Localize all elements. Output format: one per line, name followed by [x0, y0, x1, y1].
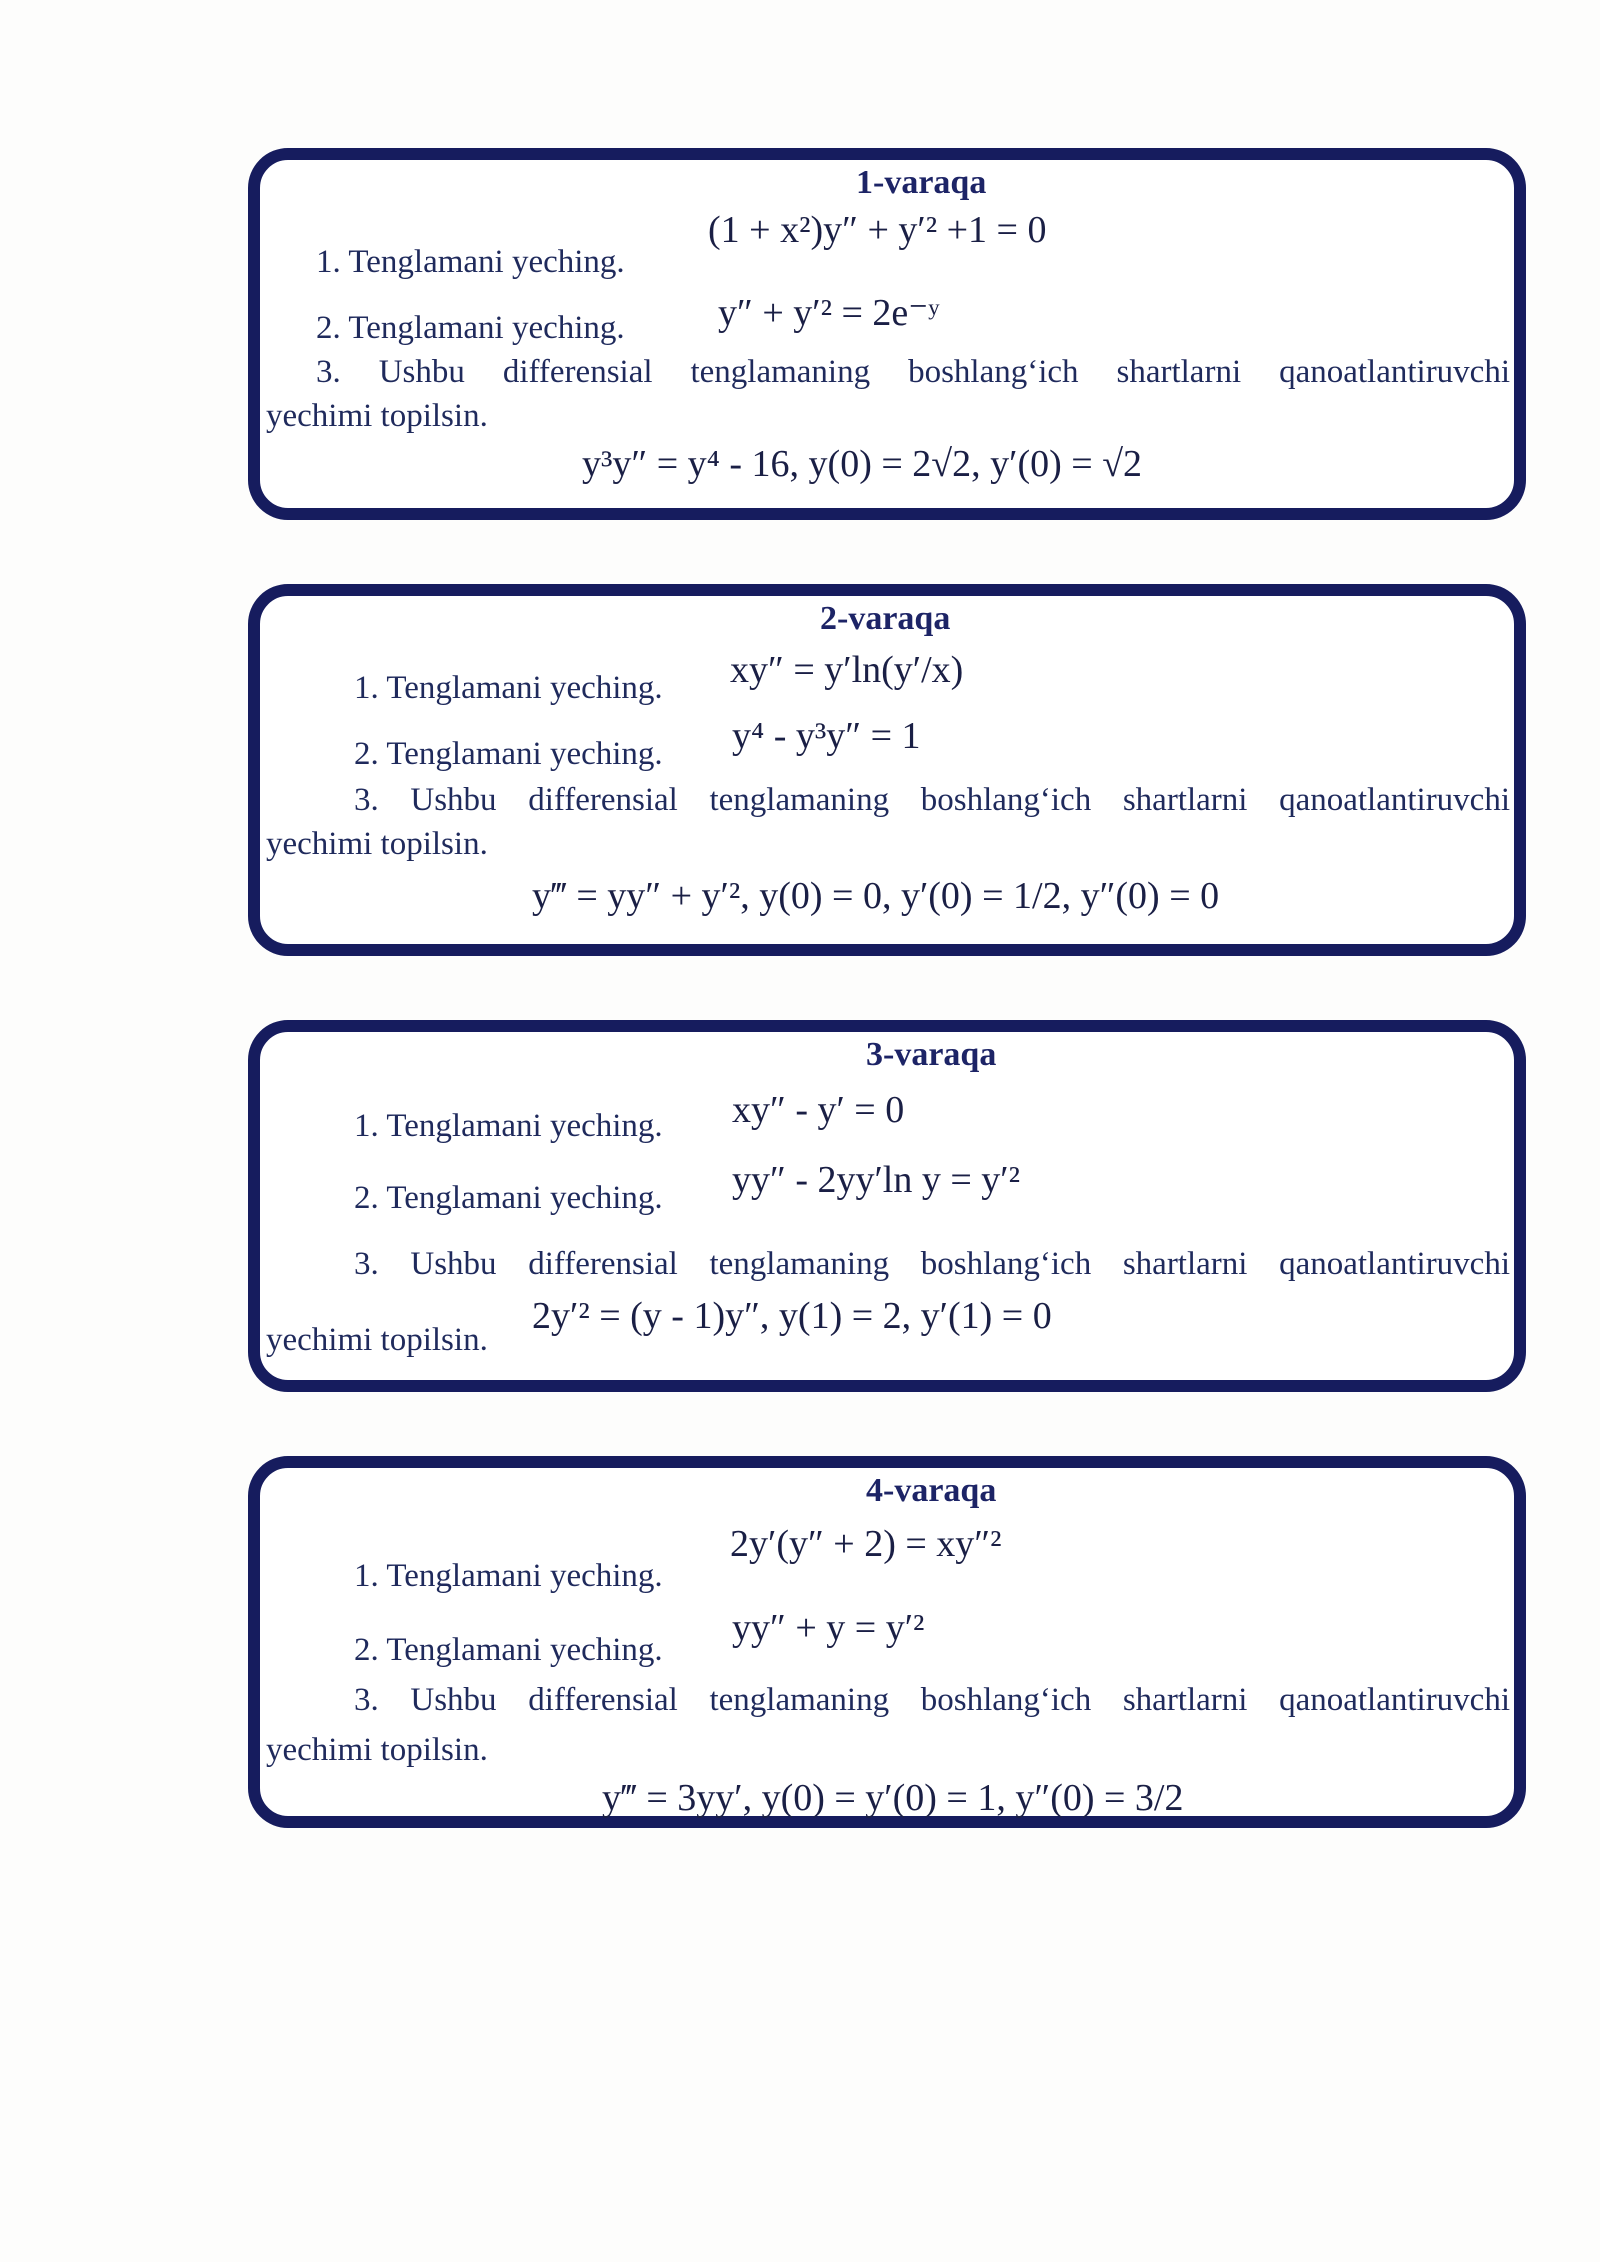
task2-label: 2. Tenglamani yeching. [354, 1632, 663, 1668]
task2-formula: yy″ - 2yy′ln y = y′² [732, 1159, 1020, 1201]
task3-formula: 2y′² = (y - 1)y″, y(1) = 2, y′(1) = 0 [532, 1295, 1052, 1337]
task1-label: 1. Tenglamani yeching. [354, 1108, 663, 1144]
card-title: 4-varaqa [866, 1472, 997, 1509]
card-title: 1-varaqa [856, 164, 987, 201]
task3-label: 3. Ushbu differensial tenglamaning boshlang‘ich shartlarni qanoatlantiruvchi [316, 354, 1510, 390]
card-3 [248, 1020, 1526, 1392]
task1-label: 1. Tenglamani yeching. [354, 670, 663, 706]
task3-label: 3. Ushbu differensial tenglamaning boshlang‘ich shartlarni qanoatlantiruvchi [354, 1246, 1510, 1282]
task2-formula: yy″ + y = y′² [732, 1607, 925, 1649]
task2-label: 2. Tenglamani yeching. [354, 1180, 663, 1216]
task3-formula: y‴ = yy″ + y′², y(0) = 0, y′(0) = 1/2, y″(0) = 0 [532, 875, 1220, 917]
task1-label: 1. Tenglamani yeching. [316, 244, 625, 280]
task2-formula: y″ + y′² = 2e⁻ʸ [718, 292, 940, 334]
task3-label: 3. Ushbu differensial tenglamaning boshlang‘ich shartlarni qanoatlantiruvchi [354, 1682, 1510, 1718]
card-2 [248, 584, 1526, 956]
task3-continuation: yechimi topilsin. [266, 1732, 488, 1768]
card-4 [248, 1456, 1526, 1828]
task3-continuation: yechimi topilsin. [266, 826, 488, 862]
task1-label: 1. Tenglamani yeching. [354, 1558, 663, 1594]
task2-label: 2. Tenglamani yeching. [316, 310, 625, 346]
task2-label: 2. Tenglamani yeching. [354, 736, 663, 772]
task3-continuation: yechimi topilsin. [266, 398, 488, 434]
task3-formula: y³y″ = y⁴ - 16, y(0) = 2√2, y′(0) = √2 [582, 443, 1143, 485]
task1-formula: 2y′(y″ + 2) = xy″² [730, 1523, 1002, 1565]
task1-formula: (1 + x²)y″ + y′² +1 = 0 [708, 209, 1047, 251]
task3-label: 3. Ushbu differensial tenglamaning boshlang‘ich shartlarni qanoatlantiruvchi [354, 782, 1510, 818]
task2-formula: y⁴ - y³y″ = 1 [732, 715, 921, 757]
card-1 [248, 148, 1526, 520]
card-title: 3-varaqa [866, 1036, 997, 1073]
task3-formula: y‴ = 3yy′, y(0) = y′(0) = 1, y″(0) = 3/2 [602, 1777, 1184, 1819]
task3-continuation: yechimi topilsin. [266, 1322, 488, 1358]
task1-formula: xy″ = y′ln(y′/x) [730, 649, 964, 691]
card-title: 2-varaqa [820, 600, 951, 637]
task1-formula: xy″ - y′ = 0 [732, 1089, 905, 1131]
